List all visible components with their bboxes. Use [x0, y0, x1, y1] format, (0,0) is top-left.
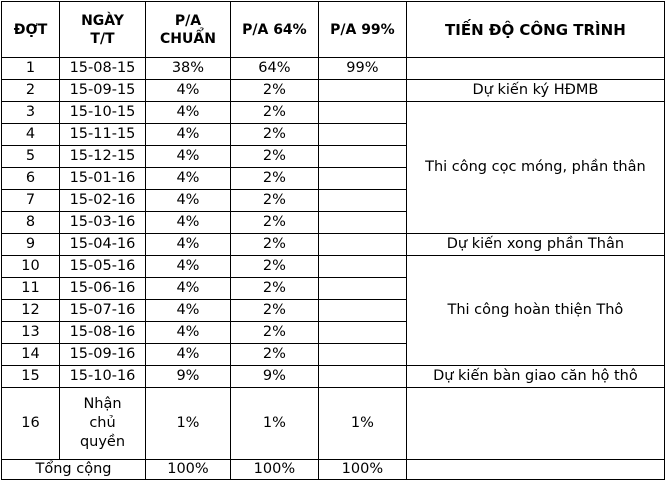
cell-ngay: 15-08-16	[60, 322, 146, 344]
cell-chuan: 4%	[146, 300, 231, 322]
cell-pa64: 2%	[230, 322, 318, 344]
cell-chuan: 4%	[146, 80, 231, 102]
cell-note: Dự kiến bàn giao căn hộ thô	[406, 366, 664, 388]
cell-pa64: 2%	[230, 80, 318, 102]
cell-ngay: 15-05-16	[60, 256, 146, 278]
cell-dot: 3	[2, 102, 60, 124]
cell-dot: 4	[2, 124, 60, 146]
cell-pa99	[318, 212, 406, 234]
cell-chuan: 4%	[146, 124, 231, 146]
cell-note: Dự kiến ký HĐMB	[406, 80, 664, 102]
cell-pa64: 2%	[230, 102, 318, 124]
cell-ngay: 15-06-16	[60, 278, 146, 300]
cell-dot: 6	[2, 168, 60, 190]
cell-note	[406, 58, 664, 80]
cell-pa64: 2%	[230, 146, 318, 168]
payment-schedule-table	[1, 1, 665, 480]
cell-pa99	[318, 278, 406, 300]
cell-pa99	[318, 344, 406, 366]
cell-ngay: 15-07-16	[60, 300, 146, 322]
cell-chuan: 4%	[146, 322, 231, 344]
cell-pa99: 1%	[318, 388, 406, 460]
cell-pa64: 1%	[230, 388, 318, 460]
cell-pa64: 2%	[230, 212, 318, 234]
cell-chuan: 4%	[146, 256, 231, 278]
header-tiendo: TIẾN ĐỘ CÔNG TRÌNH	[406, 2, 664, 58]
cell-dot: 9	[2, 234, 60, 256]
cell-pa64: 2%	[230, 300, 318, 322]
cell-ngay: 15-02-16	[60, 190, 146, 212]
total-pa99: 100%	[318, 460, 406, 480]
cell-pa99	[318, 190, 406, 212]
cell-pa99	[318, 234, 406, 256]
cell-pa64: 64%	[230, 58, 318, 80]
cell-chuan: 4%	[146, 278, 231, 300]
cell-pa64: 2%	[230, 234, 318, 256]
table-row	[2, 234, 665, 256]
table-row	[2, 58, 665, 80]
cell-dot: 2	[2, 80, 60, 102]
cell-dot: 13	[2, 322, 60, 344]
total-label: Tổng cộng	[2, 460, 146, 480]
cell-chuan: 9%	[146, 366, 231, 388]
header-chuan: P/A CHUẨN	[146, 2, 231, 58]
header-dot: ĐỢT	[2, 2, 60, 58]
header-ngay: NGÀY T/T	[60, 2, 146, 58]
cell-chuan: 4%	[146, 146, 231, 168]
cell-pa64: 2%	[230, 344, 318, 366]
cell-dot: 15	[2, 366, 60, 388]
cell-dot: 12	[2, 300, 60, 322]
cell-pa64: 2%	[230, 278, 318, 300]
cell-chuan: 4%	[146, 168, 231, 190]
cell-pa64: 9%	[230, 366, 318, 388]
total-row	[2, 460, 665, 480]
cell-chuan: 1%	[146, 388, 231, 460]
table-row	[2, 388, 665, 460]
cell-dot: 1	[2, 58, 60, 80]
cell-dot: 14	[2, 344, 60, 366]
cell-pa99	[318, 322, 406, 344]
table-row	[2, 102, 665, 124]
cell-chuan: 38%	[146, 58, 231, 80]
cell-pa99: 99%	[318, 58, 406, 80]
header-pa99: P/A 99%	[318, 2, 406, 58]
cell-pa99	[318, 124, 406, 146]
cell-pa99	[318, 146, 406, 168]
cell-ngay: 15-12-15	[60, 146, 146, 168]
total-chuan: 100%	[146, 460, 231, 480]
cell-dot: 5	[2, 146, 60, 168]
cell-chuan: 4%	[146, 234, 231, 256]
cell-pa99	[318, 80, 406, 102]
cell-chuan: 4%	[146, 344, 231, 366]
cell-pa99	[318, 102, 406, 124]
cell-note: Thi công cọc móng, phần thân	[406, 102, 664, 234]
table-row	[2, 80, 665, 102]
cell-ngay: 15-01-16	[60, 168, 146, 190]
cell-pa99	[318, 366, 406, 388]
cell-pa64: 2%	[230, 190, 318, 212]
total-tiendo	[406, 460, 664, 480]
cell-pa64: 2%	[230, 256, 318, 278]
cell-chuan: 4%	[146, 212, 231, 234]
cell-ngay: Nhận chủ quyền	[60, 388, 146, 460]
cell-pa99	[318, 256, 406, 278]
cell-dot: 10	[2, 256, 60, 278]
cell-pa64: 2%	[230, 168, 318, 190]
cell-note	[406, 388, 664, 460]
cell-ngay: 15-04-16	[60, 234, 146, 256]
cell-ngay: 15-08-15	[60, 58, 146, 80]
cell-dot: 16	[2, 388, 60, 460]
cell-ngay: 15-11-15	[60, 124, 146, 146]
cell-dot: 7	[2, 190, 60, 212]
cell-chuan: 4%	[146, 190, 231, 212]
cell-dot: 11	[2, 278, 60, 300]
cell-ngay: 15-09-15	[60, 80, 146, 102]
cell-note: Thi công hoàn thiện Thô	[406, 256, 664, 366]
cell-note: Dự kiến xong phần Thân	[406, 234, 664, 256]
total-pa64: 100%	[230, 460, 318, 480]
table-row	[2, 256, 665, 278]
header-pa64: P/A 64%	[230, 2, 318, 58]
cell-ngay: 15-10-15	[60, 102, 146, 124]
cell-ngay: 15-10-16	[60, 366, 146, 388]
cell-pa99	[318, 300, 406, 322]
header-row	[2, 2, 665, 58]
cell-ngay: 15-09-16	[60, 344, 146, 366]
cell-ngay: 15-03-16	[60, 212, 146, 234]
table-row	[2, 366, 665, 388]
cell-dot: 8	[2, 212, 60, 234]
cell-pa64: 2%	[230, 124, 318, 146]
cell-pa99	[318, 168, 406, 190]
cell-chuan: 4%	[146, 102, 231, 124]
